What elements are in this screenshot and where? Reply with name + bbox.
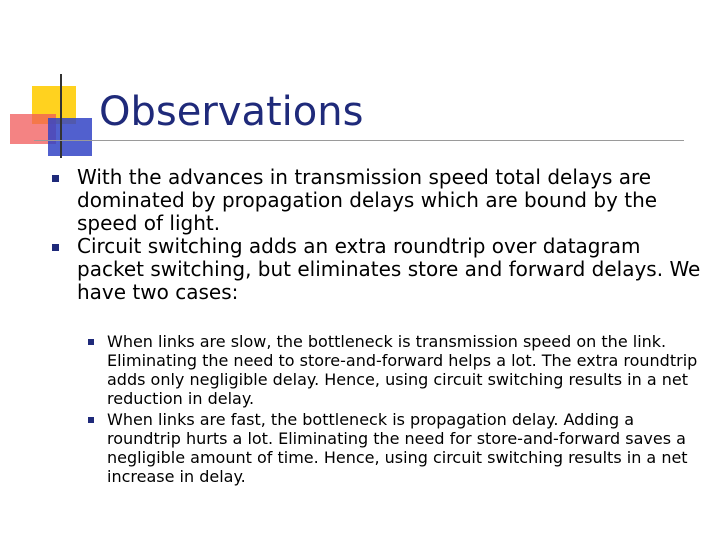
sub-bullet-list — [88, 332, 703, 488]
sub-bullet-item — [88, 410, 703, 486]
bullet-item — [52, 235, 702, 304]
decor-vertical-line — [60, 74, 62, 158]
sub-bullet-text: When links are fast, the bottleneck is propagation delay. Adding a roundtrip hurts a lot. Eliminating the need for store-and-forward saves a negligible amount of time. Hence, using circuit switching results in a net increase in delay. — [107, 410, 688, 486]
square-bullet-icon — [88, 339, 94, 345]
bullet-list — [52, 166, 702, 304]
slide-title: Observations — [99, 89, 364, 135]
sub-bullet-item — [88, 332, 703, 408]
square-bullet-icon — [52, 175, 59, 182]
square-bullet-icon — [52, 244, 59, 251]
bullet-text: Circuit switching adds an extra roundtrip over datagram packet switching, but eliminates store and forward delays. We have two cases: — [77, 234, 701, 304]
sub-bullet-text: When links are slow, the bottleneck is transmission speed on the link. Eliminating the need to store-and-forward helps a lot. The extra roundtrip adds only negligible delay. Hence, using circuit switching results in a net reduction in delay. — [107, 332, 698, 408]
bullet-item — [52, 166, 702, 235]
decor-blue-square — [48, 118, 92, 156]
title-underline — [34, 140, 684, 141]
square-bullet-icon — [88, 417, 94, 423]
bullet-text: With the advances in transmission speed total delays are dominated by propagation delays which are bound by the speed of light. — [77, 165, 658, 235]
